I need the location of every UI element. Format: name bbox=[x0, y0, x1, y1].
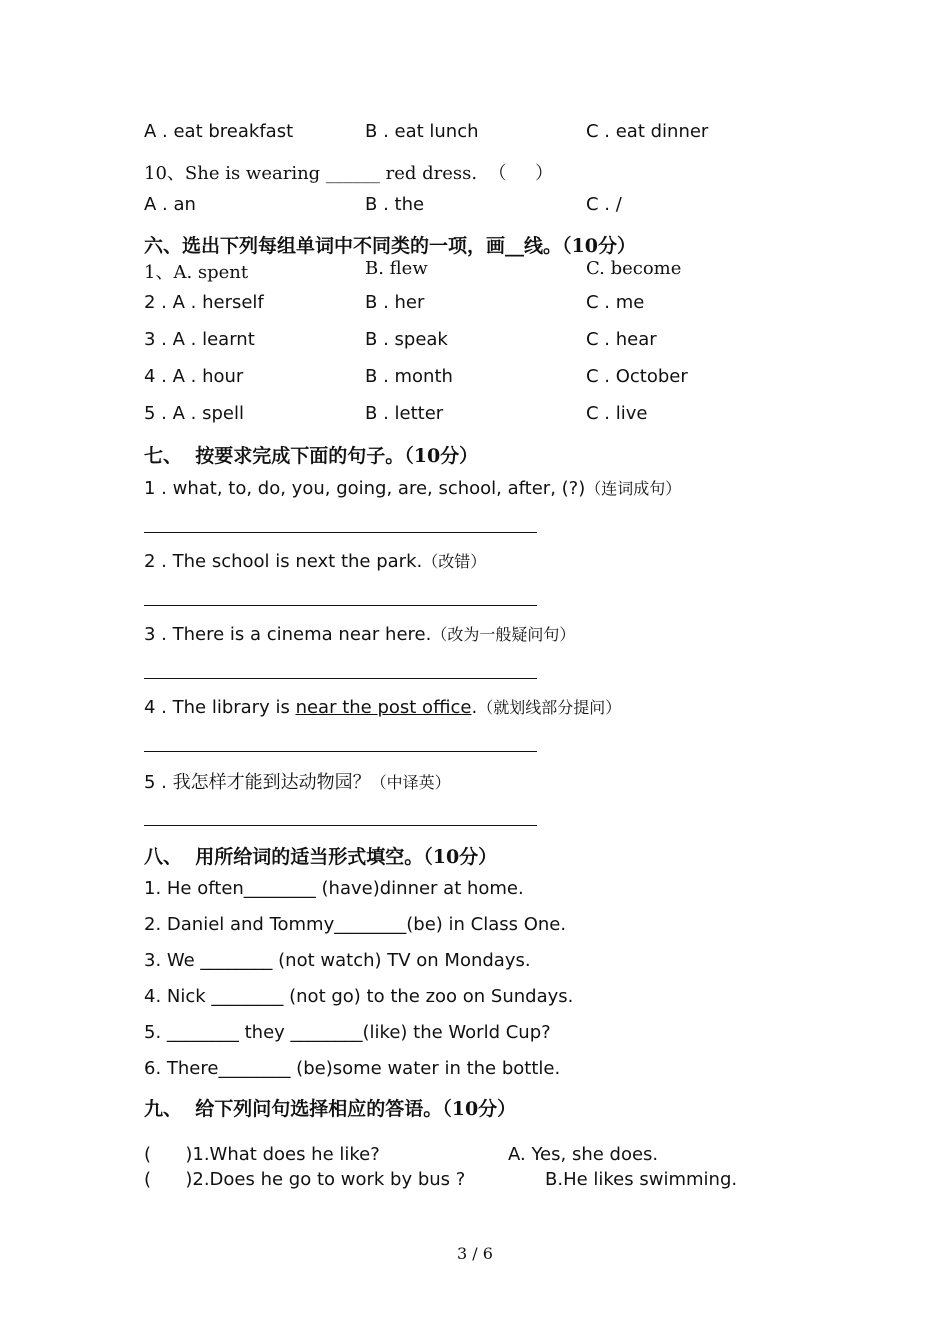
s7-item2-note: （改错） bbox=[422, 552, 487, 571]
s6-row4-c: C . October bbox=[586, 366, 688, 387]
s6-row4-b: B . month bbox=[365, 366, 453, 387]
s7-item3-note: （改为一般疑问句） bbox=[431, 625, 576, 644]
section9-heading: 九、 给下列问句选择相应的答语。（10分） bbox=[144, 1098, 517, 1120]
s6-row1-a: 1、A. spent bbox=[144, 262, 249, 283]
s7-item5-text: 5 . 我怎样才能到达动物园？ bbox=[144, 772, 371, 793]
s7-answer-line-3[interactable] bbox=[144, 678, 537, 679]
s6-row1-b: B. flew bbox=[365, 258, 428, 279]
s7-answer-line-5[interactable] bbox=[144, 825, 537, 826]
s7-answer-line-1[interactable] bbox=[144, 532, 537, 533]
s8-item6: 6. There________ (be)some water in the bottle. bbox=[144, 1058, 561, 1079]
s7-item2 bbox=[144, 549, 486, 572]
q9-option-c: C . eat dinner bbox=[586, 121, 709, 142]
s9-answer-b: B.He likes swimming. bbox=[545, 1169, 738, 1190]
q10-option-c: C . / bbox=[586, 194, 622, 215]
s6-row3-b: B . speak bbox=[365, 329, 448, 350]
page-number: 3 / 6 bbox=[457, 1244, 493, 1263]
s6-row5-c: C . live bbox=[586, 403, 648, 424]
section8-heading: 八、 用所给词的适当形式填空。（10分） bbox=[144, 846, 498, 868]
s7-item4-underlined: near the post office bbox=[295, 697, 472, 718]
s9-question1: ( )1.What does he like? bbox=[144, 1144, 380, 1165]
s7-item5 bbox=[144, 768, 451, 794]
section7-heading: 七、 按要求完成下面的句子。（10分） bbox=[144, 445, 479, 467]
q9-option-b: B . eat lunch bbox=[365, 121, 479, 142]
s8-item1: 1. He often________ (have)dinner at home. bbox=[144, 878, 524, 899]
s7-item4-note: （就划线部分提问） bbox=[477, 698, 622, 717]
s7-item4-post: . bbox=[471, 697, 478, 718]
s9-answer-a: A. Yes, she does. bbox=[508, 1144, 659, 1165]
s8-item3: 3. We ________ (not watch) TV on Mondays. bbox=[144, 950, 531, 971]
s6-row5-b: B . letter bbox=[365, 403, 444, 424]
s7-item1 bbox=[144, 476, 681, 499]
s6-row4-a: 4 . A . hour bbox=[144, 366, 244, 387]
s7-item3-text: 3 . There is a cinema near here. bbox=[144, 624, 432, 645]
section6-heading: 六、选出下列每组单词中不同类的一项，画__线。（10分） bbox=[144, 235, 636, 257]
s6-row5-a: 5 . A . spell bbox=[144, 403, 244, 424]
s7-item1-note: （连词成句） bbox=[585, 479, 682, 498]
q10-option-a: A . an bbox=[144, 194, 196, 215]
q10-option-b: B . the bbox=[365, 194, 425, 215]
s7-item1-text: 1 . what, to, do, you, going, are, school, after, (?) bbox=[144, 478, 586, 499]
s7-item5-note: （中译英） bbox=[370, 773, 451, 792]
s9-question2: ( )2.Does he go to work by bus ? bbox=[144, 1169, 466, 1190]
s6-row1-c: C. become bbox=[586, 258, 682, 279]
s7-item4 bbox=[144, 695, 621, 718]
s6-row3-a: 3 . A . learnt bbox=[144, 329, 255, 350]
s6-row2-b: B . her bbox=[365, 292, 425, 313]
s7-item4-pre: 4 . The library is bbox=[144, 697, 296, 718]
s6-row3-c: C . hear bbox=[586, 329, 657, 350]
s8-item2: 2. Daniel and Tommy________(be) in Class One. bbox=[144, 914, 567, 935]
s7-answer-line-2[interactable] bbox=[144, 605, 537, 606]
s7-item3 bbox=[144, 622, 575, 645]
s6-row2-c: C . me bbox=[586, 292, 645, 313]
s8-item5: 5. ________ they ________(like) the World Cup? bbox=[144, 1022, 551, 1043]
s7-answer-line-4[interactable] bbox=[144, 751, 537, 752]
q9-option-a: A . eat breakfast bbox=[144, 121, 294, 142]
s8-item4: 4. Nick ________ (not go) to the zoo on Sundays. bbox=[144, 986, 574, 1007]
s7-item2-text: 2 . The school is next the park. bbox=[144, 551, 423, 572]
q10-stem: 10、She is wearing ______ red dress. （ ） bbox=[144, 163, 554, 184]
s6-row2-a: 2 . A . herself bbox=[144, 292, 264, 313]
